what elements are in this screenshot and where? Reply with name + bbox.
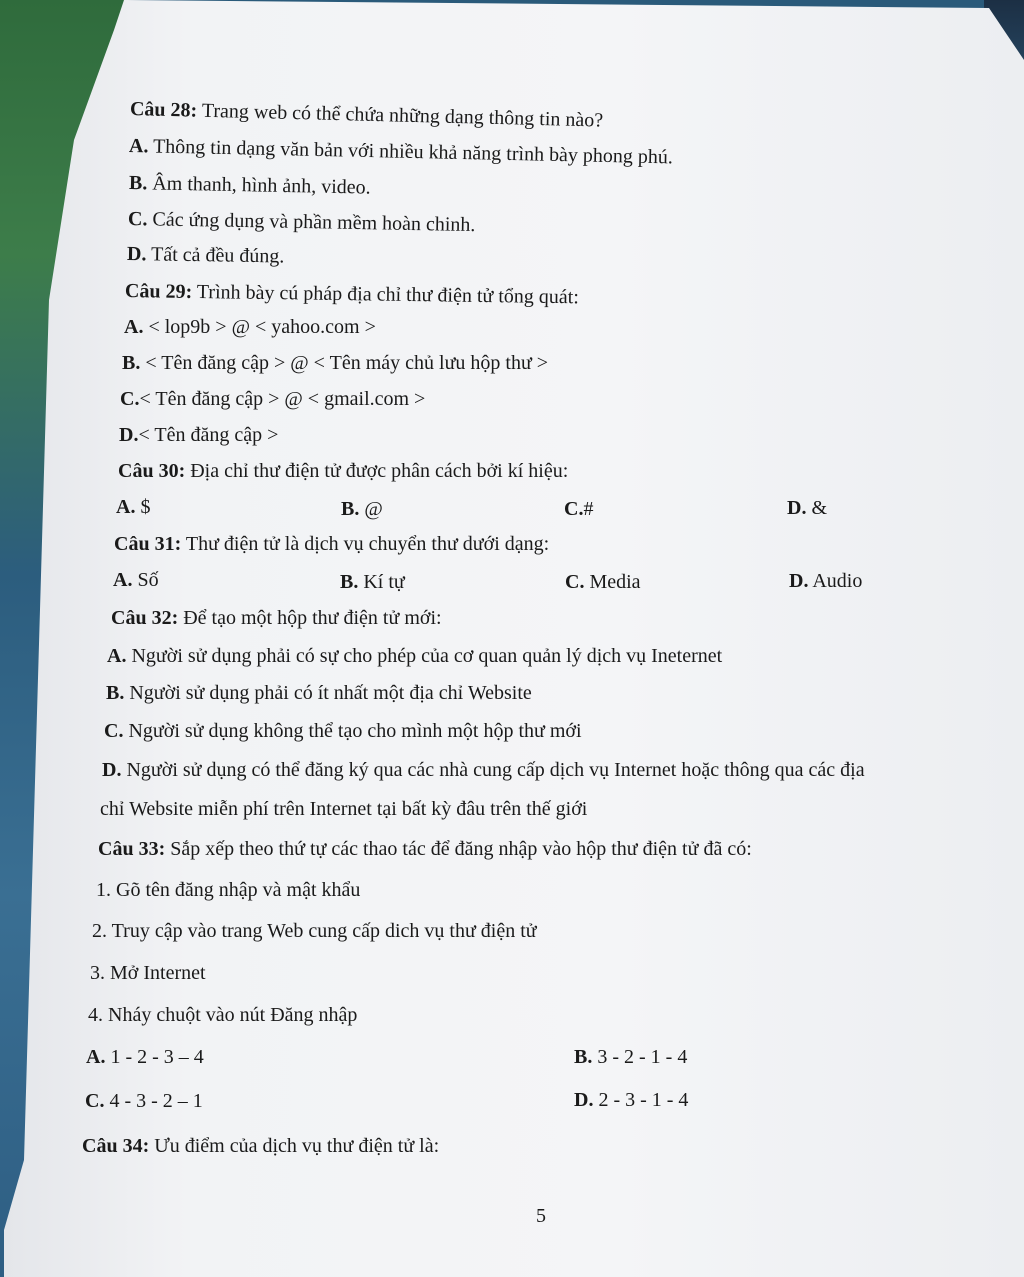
question-text: Trang web có thể chứa những dạng thông tin nào? — [196, 99, 604, 132]
option-text: Người sử dụng có thể đăng ký qua các nhà cung cấp dịch vụ Internet hoặc thông qua các địa — [121, 759, 865, 781]
option-key: D. — [574, 1089, 594, 1111]
option-text: Các ứng dụng và phần mềm hoàn chinh. — [147, 208, 476, 237]
question-text: Sắp xếp theo thứ tự các thao tác để đăng nhập vào hộp thư điện tử đã có: — [165, 838, 752, 860]
option-text: Thông tin dạng văn bản với nhiều khả năng trình bày phong phú. — [148, 135, 674, 169]
option-key: C. — [85, 1090, 105, 1112]
q29-option-c — [120, 388, 425, 411]
question-text: Địa chỉ thư điện tử được phân cách bởi kí hiệu: — [185, 460, 569, 482]
q33-step-4 — [88, 1004, 357, 1027]
q28-option-d — [127, 243, 285, 268]
option-text: Âm thanh, hình ảnh, video. — [147, 172, 371, 199]
option-key: D. — [119, 424, 139, 446]
option-text: $ — [135, 496, 151, 518]
option-key: A. — [107, 645, 127, 667]
step-text: 4. Nháy chuột vào nút Đăng nhập — [88, 1004, 358, 1026]
q33-step-2 — [92, 920, 537, 943]
q28-option-c — [128, 208, 476, 237]
option-key: D. — [787, 497, 807, 519]
option-text: # — [583, 498, 594, 520]
question-28 — [130, 98, 604, 133]
q31-option-b — [340, 571, 405, 594]
q30-option-c — [564, 498, 593, 521]
q33-option-b — [574, 1046, 687, 1069]
option-text: 1 - 2 - 3 – 4 — [105, 1046, 204, 1068]
question-text: Ưu điểm của dịch vụ thư điện tử là: — [149, 1135, 440, 1157]
option-text: chỉ Website miễn phí trên Internet tại bất kỳ đâu trên thế giới — [100, 798, 588, 820]
q33-step-1 — [96, 879, 360, 902]
question-text: Để tạo một hộp thư điện tử mới: — [178, 607, 442, 629]
q29-option-d — [119, 424, 278, 447]
option-key: C. — [565, 571, 585, 593]
option-text: Số — [132, 569, 159, 591]
option-text: < Tên đăng cập > @ < gmail.com > — [139, 388, 426, 410]
question-label: Câu 31: — [114, 533, 182, 555]
question-29 — [125, 280, 579, 309]
page-number: 5 — [536, 1205, 546, 1227]
question-31 — [114, 533, 549, 556]
q32-option-c — [104, 720, 582, 743]
option-key: B. — [128, 172, 148, 195]
option-text: 3 - 2 - 1 - 4 — [592, 1046, 688, 1068]
question-label: Câu 28: — [129, 98, 198, 122]
q30-option-d — [787, 497, 827, 520]
q31-option-d — [789, 570, 862, 593]
option-text: & — [806, 497, 828, 519]
option-text: Người sử dụng phải có ít nhất một địa chỉ Website — [124, 682, 532, 704]
option-text: Media — [584, 571, 641, 593]
option-key: A. — [86, 1046, 106, 1068]
option-key: C. — [104, 720, 124, 742]
option-key: A. — [124, 316, 144, 338]
question-text: Trình bày cú pháp địa chỉ thư điện tử tổng quát: — [192, 280, 579, 309]
question-30 — [118, 460, 568, 483]
q28-option-b — [129, 172, 371, 200]
option-key: A. — [116, 496, 136, 518]
q29-option-b — [122, 352, 548, 375]
q33-option-c — [85, 1090, 203, 1113]
option-key: C. — [564, 498, 584, 520]
option-text: Audio — [808, 570, 863, 592]
q32-option-a — [107, 645, 722, 668]
q33-step-3 — [90, 962, 206, 985]
option-key: C. — [120, 388, 140, 410]
q32-option-d-continued — [100, 798, 587, 821]
option-text: Tất cả đều đúng. — [146, 243, 285, 268]
option-text: 4 - 3 - 2 – 1 — [104, 1090, 203, 1112]
option-key: B. — [122, 352, 141, 374]
option-key: C. — [127, 208, 148, 231]
option-key: B. — [106, 682, 125, 704]
option-text: Người sử dụng không thể tạo cho mình một hộp thư mới — [123, 720, 582, 742]
q31-option-a — [113, 569, 159, 592]
option-key: D. — [102, 759, 122, 781]
option-key: D. — [126, 243, 147, 266]
option-text: @ — [359, 498, 383, 520]
step-text: 1. Gõ tên đăng nhập và mật khẩu — [96, 879, 361, 901]
question-label: Câu 29: — [124, 280, 193, 303]
question-34 — [82, 1135, 439, 1158]
question-label: Câu 34: — [82, 1135, 150, 1157]
question-33 — [98, 838, 752, 861]
option-key: A. — [128, 135, 149, 158]
option-text: < Tên đăng cập > — [138, 424, 279, 446]
q30-option-a — [116, 496, 150, 519]
q33-option-d — [574, 1089, 688, 1112]
question-32 — [111, 607, 442, 630]
q28-option-a — [129, 135, 673, 169]
option-text: Kí tự — [358, 571, 405, 593]
question-text: Thư điện tử là dịch vụ chuyển thư dưới dạng: — [181, 533, 550, 555]
q29-option-a — [124, 316, 376, 339]
step-text: 3. Mở Internet — [90, 962, 206, 984]
q32-option-d — [102, 759, 865, 782]
option-key: A. — [113, 569, 133, 591]
q33-option-a — [86, 1046, 204, 1069]
q31-option-c — [565, 571, 641, 594]
step-text: 2. Truy cập vào trang Web cung cấp dich vụ thư điện tử — [92, 920, 537, 942]
q32-option-b — [106, 682, 532, 705]
q30-option-b — [341, 498, 383, 521]
option-text: 2 - 3 - 1 - 4 — [593, 1089, 689, 1111]
option-key: B. — [341, 498, 360, 520]
question-label: Câu 32: — [111, 607, 179, 629]
option-key: B. — [340, 571, 359, 593]
option-text: Người sử dụng phải có sự cho phép của cơ quan quản lý dịch vụ Ineternet — [126, 645, 723, 667]
question-label: Câu 33: — [98, 838, 166, 860]
option-text: < lop9b > @ < yahoo.com > — [143, 316, 376, 338]
question-label: Câu 30: — [118, 460, 186, 482]
option-text: < Tên đăng cập > @ < Tên máy chủ lưu hộp thư > — [140, 352, 549, 374]
option-key: B. — [574, 1046, 593, 1068]
option-key: D. — [789, 570, 809, 592]
